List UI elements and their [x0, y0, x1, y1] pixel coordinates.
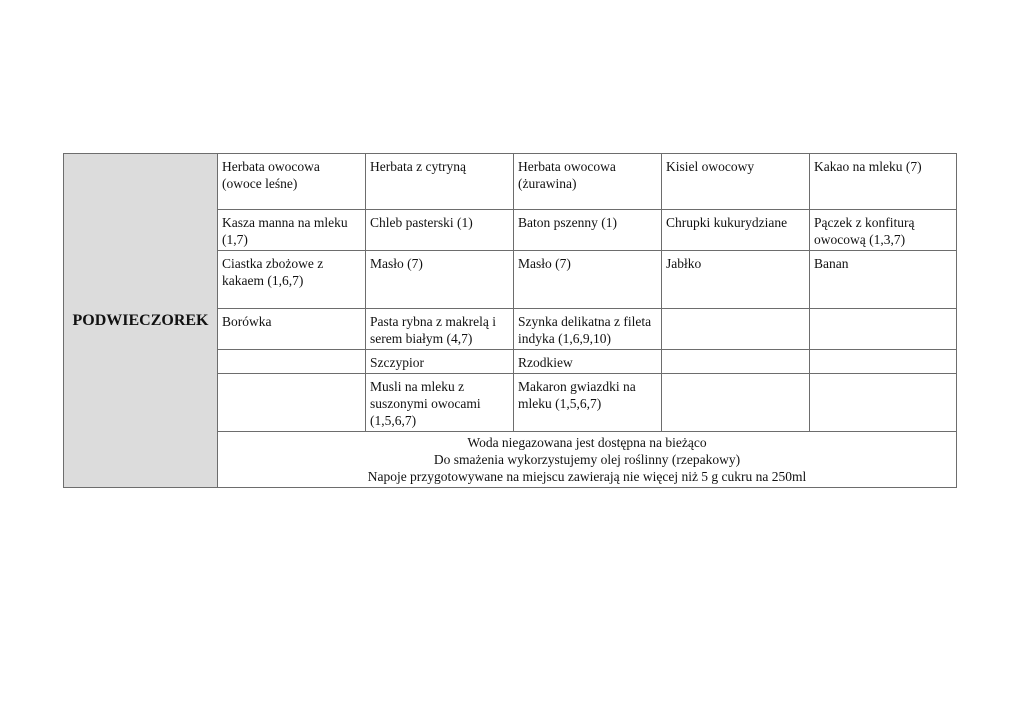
notes-cell	[218, 432, 957, 488]
table-row	[64, 154, 957, 210]
table-cell	[810, 350, 957, 374]
table-cell	[662, 374, 810, 432]
table-cell: Kisiel owocowy	[662, 154, 810, 210]
table-cell: Makaron gwiazdki na mleku (1,5,6,7)	[514, 374, 662, 432]
table-cell	[218, 374, 366, 432]
table-cell: Pączek z konfiturą owocową (1,3,7)	[810, 210, 957, 251]
table-cell: Pasta rybna z makrelą i serem białym (4,7)	[366, 309, 514, 350]
note-water: Woda niegazowana jest dostępna na bieżąco	[467, 435, 707, 450]
section-label: PODWIECZOREK	[64, 154, 218, 488]
table-cell: Kasza manna na mleku (1,7)	[218, 210, 366, 251]
table-cell: Chleb pasterski (1)	[366, 210, 514, 251]
table-cell	[662, 350, 810, 374]
table-cell: Banan	[810, 251, 957, 309]
table-cell: Herbata owocowa (żurawina)	[514, 154, 662, 210]
table-cell: Chrupki kukurydziane	[662, 210, 810, 251]
table-cell: Baton pszenny (1)	[514, 210, 662, 251]
table-cell: Herbata z cytryną	[366, 154, 514, 210]
menu-table-body	[64, 154, 957, 488]
note-sugar: Napoje przygotowywane na miejscu zawierają nie więcej niż 5 g cukru na 250ml	[367, 469, 807, 484]
table-cell: Kakao na mleku (7)	[810, 154, 957, 210]
note-oil: Do smażenia wykorzystujemy olej roślinny (rzepakowy)	[433, 452, 741, 467]
table-cell: Masło (7)	[514, 251, 662, 309]
table-cell	[810, 309, 957, 350]
menu-table	[63, 153, 957, 488]
table-cell: Herbata owocowa (owoce leśne)	[218, 154, 366, 210]
table-cell: Jabłko	[662, 251, 810, 309]
table-cell: Borówka	[218, 309, 366, 350]
table-cell: Ciastka zbożowe z kakaem (1,6,7)	[218, 251, 366, 309]
table-cell: Musli na mleku z suszonymi owocami (1,5,6,7)	[366, 374, 514, 432]
table-cell	[218, 350, 366, 374]
table-cell	[662, 309, 810, 350]
table-cell: Szynka delikatna z fileta indyka (1,6,9,10)	[514, 309, 662, 350]
table-cell	[810, 374, 957, 432]
table-cell: Rzodkiew	[514, 350, 662, 374]
table-cell: Masło (7)	[366, 251, 514, 309]
table-cell: Szczypior	[366, 350, 514, 374]
